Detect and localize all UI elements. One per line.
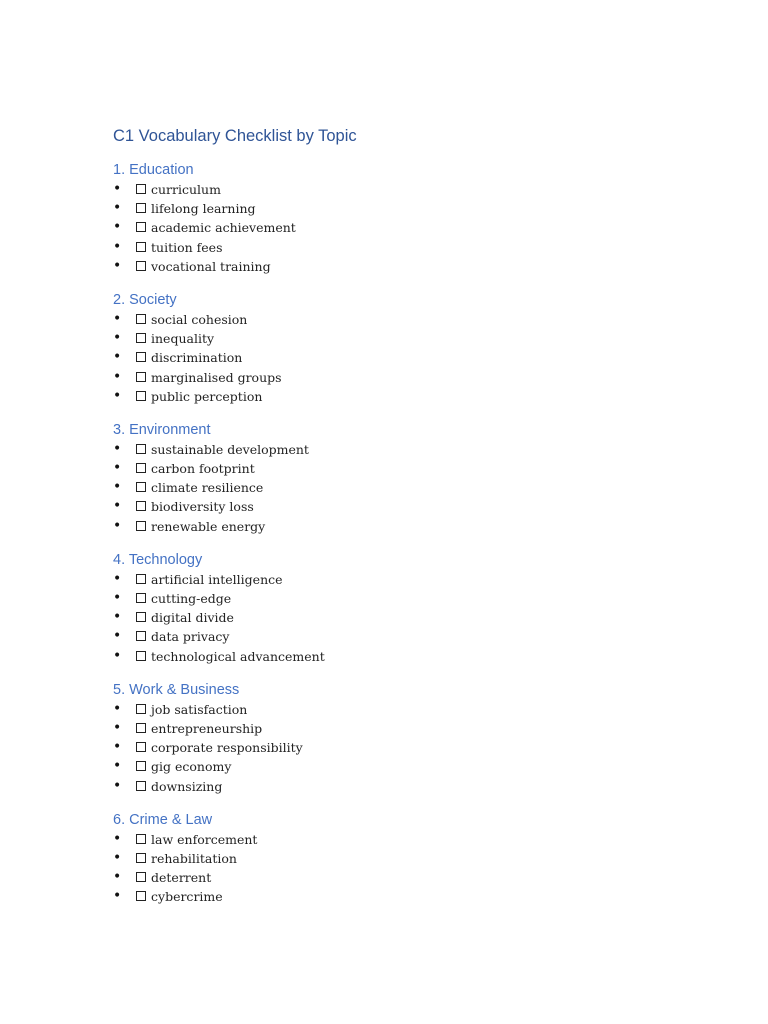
checklist-item xyxy=(113,887,713,906)
section-society xyxy=(113,290,713,406)
document-page xyxy=(113,124,713,906)
checkbox-icon[interactable] xyxy=(136,631,146,641)
section-work-business xyxy=(113,680,713,796)
checklist-item xyxy=(113,608,713,627)
bullet-icon: • xyxy=(113,330,122,347)
checkbox-icon[interactable] xyxy=(136,242,146,252)
bullet-icon: • xyxy=(113,719,122,736)
checklist-item xyxy=(113,478,713,497)
checkbox-icon[interactable] xyxy=(136,781,146,791)
checkbox-icon[interactable] xyxy=(136,574,146,584)
checklist-item xyxy=(113,627,713,646)
checkbox-icon[interactable] xyxy=(136,521,146,531)
checklist-item-label: entrepreneurship xyxy=(151,720,263,736)
checklist-item-label: deterrent xyxy=(151,870,212,886)
checklist-item xyxy=(113,440,713,459)
checklist-item xyxy=(113,589,713,608)
checklist-item xyxy=(113,459,713,478)
bullet-icon: • xyxy=(113,479,122,496)
checklist xyxy=(113,700,713,796)
checkbox-icon[interactable] xyxy=(136,333,146,343)
section-crime-law xyxy=(113,810,713,907)
section-heading: 2. Society xyxy=(113,291,177,308)
checklist-item-label: lifelong learning xyxy=(151,201,256,217)
checklist-item-label: cutting-edge xyxy=(151,591,232,606)
bullet-icon: • xyxy=(113,570,122,587)
bullet-icon: • xyxy=(113,349,122,366)
checklist-item-label: academic achievement xyxy=(151,220,296,236)
checklist-item-label: tuition fees xyxy=(151,239,223,255)
bullet-icon: • xyxy=(113,849,122,866)
section-education xyxy=(113,160,713,276)
checklist-item-label: law enforcement xyxy=(151,831,258,847)
checklist-item-label: downsizing xyxy=(151,778,223,794)
checklist-item-label: job satisfaction xyxy=(151,701,248,717)
bullet-icon: • xyxy=(113,310,122,327)
checklist-item-label: inequality xyxy=(151,331,215,347)
bullet-icon: • xyxy=(113,830,122,847)
checklist-item xyxy=(113,517,713,536)
checklist-item xyxy=(113,830,713,849)
checklist-item xyxy=(113,368,713,387)
checklist-item-label: technological advancement xyxy=(151,648,325,664)
checkbox-icon[interactable] xyxy=(136,891,146,901)
checklist-item xyxy=(113,700,713,719)
bullet-icon: • xyxy=(113,758,122,775)
section-heading: 4. Technology xyxy=(113,551,203,568)
checklist-item-label: artificial intelligence xyxy=(151,571,283,587)
checkbox-icon[interactable] xyxy=(136,391,146,401)
checkbox-icon[interactable] xyxy=(136,612,146,622)
checklist-item xyxy=(113,868,713,887)
checklist-item-label: rehabilitation xyxy=(151,850,237,866)
section-environment xyxy=(113,420,713,536)
checkbox-icon[interactable] xyxy=(136,742,146,752)
bullet-icon: • xyxy=(113,460,122,477)
checklist-item xyxy=(113,719,713,738)
checklist-item xyxy=(113,497,713,516)
bullet-icon: • xyxy=(113,609,122,626)
checkbox-icon[interactable] xyxy=(136,444,146,454)
checklist-item xyxy=(113,180,713,199)
checklist-item-label: social cohesion xyxy=(151,311,248,327)
bullet-icon: • xyxy=(113,257,122,274)
checklist-item-label: corporate responsibility xyxy=(151,740,303,756)
document-title: C1 Vocabulary Checklist by Topic xyxy=(113,127,357,145)
bullet-icon: • xyxy=(113,498,122,515)
checklist-item xyxy=(113,647,713,666)
section-heading: 3. Environment xyxy=(113,421,211,438)
checkbox-icon[interactable] xyxy=(136,872,146,882)
checklist-item xyxy=(113,310,713,329)
bullet-icon: • xyxy=(113,219,122,236)
section-heading: 1. Education xyxy=(113,162,194,178)
checkbox-icon[interactable] xyxy=(136,352,146,362)
section-heading: 5. Work & Business xyxy=(113,681,240,698)
checklist-item-label: cybercrime xyxy=(151,889,223,905)
checkbox-icon[interactable] xyxy=(136,853,146,863)
checkbox-icon[interactable] xyxy=(136,593,146,603)
bullet-icon: • xyxy=(113,368,122,385)
checklist-item xyxy=(113,387,713,406)
checklist-item xyxy=(113,257,713,276)
checklist-item-label: vocational training xyxy=(151,258,271,274)
bullet-icon: • xyxy=(113,869,122,886)
checklist-item xyxy=(113,849,713,868)
checklist-item xyxy=(113,757,713,776)
checklist-item xyxy=(113,199,713,218)
checklist-item-label: climate resilience xyxy=(151,480,264,496)
checklist-item-label: public perception xyxy=(151,388,263,404)
section-heading: 6. Crime & Law xyxy=(113,811,213,828)
checkbox-icon[interactable] xyxy=(136,834,146,844)
checklist-item-label: discrimination xyxy=(151,350,243,366)
bullet-icon: • xyxy=(113,517,122,534)
section-technology xyxy=(113,550,713,666)
checkbox-icon[interactable] xyxy=(136,314,146,324)
checkbox-icon[interactable] xyxy=(136,463,146,473)
bullet-icon: • xyxy=(113,181,122,197)
bullet-icon: • xyxy=(113,440,122,457)
checkbox-icon[interactable] xyxy=(136,203,146,213)
bullet-icon: • xyxy=(113,238,122,255)
checkbox-icon[interactable] xyxy=(136,501,146,511)
checklist-item-label: biodiversity loss xyxy=(151,499,254,515)
checklist-item xyxy=(113,238,713,257)
checkbox-icon[interactable] xyxy=(136,222,146,232)
checkbox-icon[interactable] xyxy=(136,261,146,271)
bullet-icon: • xyxy=(113,200,122,217)
checklist-item xyxy=(113,777,713,796)
checklist-item xyxy=(113,738,713,757)
checklist-item-label: data privacy xyxy=(151,629,230,645)
checklist xyxy=(113,830,713,907)
bullet-icon: • xyxy=(113,777,122,794)
checklist-item-label: renewable energy xyxy=(151,518,266,534)
bullet-icon: • xyxy=(113,628,122,645)
bullet-icon: • xyxy=(113,387,122,404)
checklist xyxy=(113,180,713,276)
checkbox-icon[interactable] xyxy=(136,372,146,382)
checkbox-icon[interactable] xyxy=(136,184,146,194)
bullet-icon: • xyxy=(113,590,122,606)
checklist-item-label: gig economy xyxy=(151,759,232,775)
checklist-item xyxy=(113,570,713,589)
checklist-item-label: marginalised groups xyxy=(151,369,282,385)
checkbox-icon[interactable] xyxy=(136,723,146,733)
checklist-item xyxy=(113,348,713,367)
checkbox-icon[interactable] xyxy=(136,482,146,492)
checklist-item-label: curriculum xyxy=(151,182,221,197)
bullet-icon: • xyxy=(113,647,122,664)
bullet-icon: • xyxy=(113,739,122,756)
checklist xyxy=(113,440,713,536)
checklist-item-label: carbon footprint xyxy=(151,461,255,477)
checkbox-icon[interactable] xyxy=(136,761,146,771)
checklist xyxy=(113,570,713,666)
bullet-icon: • xyxy=(113,700,122,717)
checklist-item xyxy=(113,218,713,237)
checklist xyxy=(113,310,713,406)
checkbox-icon[interactable] xyxy=(136,651,146,661)
checklist-item-label: sustainable development xyxy=(151,441,309,457)
checkbox-icon[interactable] xyxy=(136,704,146,714)
checklist-item xyxy=(113,329,713,348)
checklist-item-label: digital divide xyxy=(151,610,234,626)
bullet-icon: • xyxy=(113,888,122,905)
